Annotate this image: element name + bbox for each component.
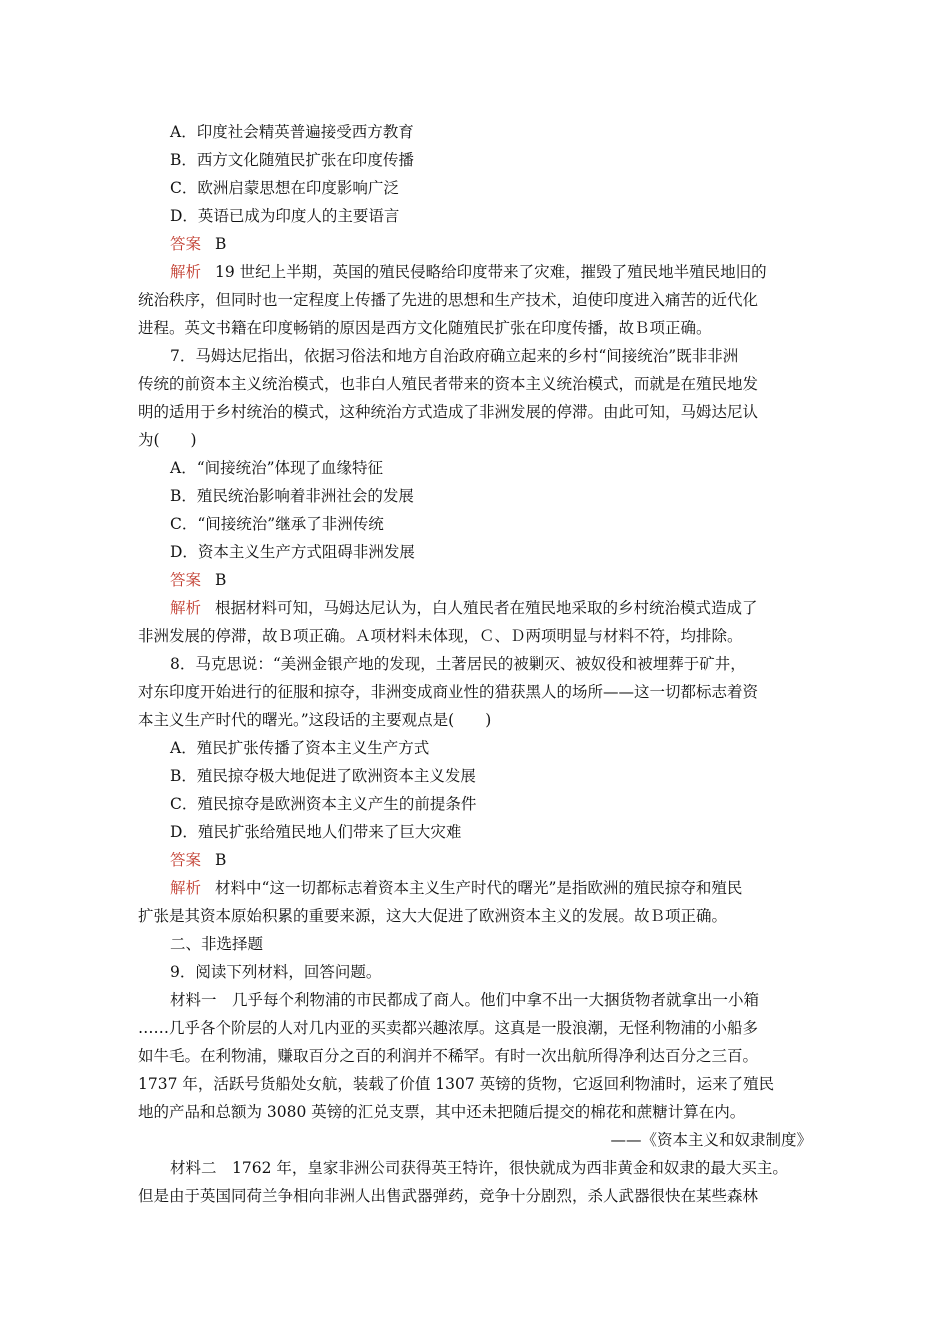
q6-analysis-line-2: 统治秩序，但同时也一定程度上传播了先进的思想和生产技术，迫使印度进入痛苦的近代化 xyxy=(138,291,759,309)
analysis-text: 材料中“这一切都标志着资本主义生产时代的曙光”是指欧洲的殖民掠夺和殖民 xyxy=(215,879,743,897)
q8-option-b: B．殖民掠夺极大地促进了欧洲资本主义发展 xyxy=(170,767,476,785)
q8-option-c: C．殖民掠夺是欧洲资本主义产生的前提条件 xyxy=(170,795,477,813)
q6-analysis-line-1 xyxy=(170,262,767,282)
answer-value: B xyxy=(215,851,227,869)
answer-label: 答案 xyxy=(170,235,202,253)
q9-stem: 9．阅读下列材料，回答问题。 xyxy=(170,963,382,981)
q6-option-d: D．英语已成为印度人的主要语言 xyxy=(170,207,400,225)
analysis-text: 19 世纪上半期，英国的殖民侵略给印度带来了灾难，摧毁了殖民地半殖民地旧的 xyxy=(215,263,767,281)
section-heading: 二、非选择题 xyxy=(170,935,264,953)
q8-analysis-line-1 xyxy=(170,878,742,898)
q7-option-b: B．殖民统治影响着非洲社会的发展 xyxy=(170,487,414,505)
answer-value: B xyxy=(215,235,227,253)
q7-answer xyxy=(170,570,226,590)
q6-option-a: A．印度社会精英普遍接受西方教育 xyxy=(170,123,414,141)
q7-option-a: A．“间接统治”体现了血缘特征 xyxy=(170,459,384,477)
analysis-label: 解析 xyxy=(170,599,202,617)
q8-stem-line-3: 本主义生产时代的曙光。”这段话的主要观点是( ) xyxy=(138,711,492,729)
material1-line-3: 如牛毛。在利物浦，赚取百分之百的利润并不稀罕。有时一次出航所得净利达百分之三百。 xyxy=(138,1047,759,1065)
q8-stem-line-1: 8．马克思说：“美洲金银产地的发现，土著居民的被剿灭、被奴役和被埋葬于矿井， xyxy=(170,655,746,673)
q7-stem-line-2: 传统的前资本主义统治模式，也非白人殖民者带来的资本主义统治模式，而就是在殖民地发 xyxy=(138,375,759,393)
material2-line-1: 材料二 1762 年，皇家非洲公司获得英王特许，很快就成为西非黄金和奴隶的最大买主。 xyxy=(170,1159,788,1177)
analysis-label: 解析 xyxy=(170,879,202,897)
q7-analysis-line-1 xyxy=(170,598,758,618)
material1-line-5: 地的产品和总额为 3080 英镑的汇兑支票，其中还未把随后提交的棉花和蔗糖计算在内。 xyxy=(138,1103,746,1121)
q6-option-b: B．西方文化随殖民扩张在印度传播 xyxy=(170,151,414,169)
q6-option-c: C．欧洲启蒙思想在印度影响广泛 xyxy=(170,179,399,197)
q7-stem-line-1: 7．马姆达尼指出，依据习俗法和地方自治政府确立起来的乡村“间接统治”既非非洲 xyxy=(170,347,739,365)
material1-line-4: 1737 年，活跃号货船处女航，装载了价值 1307 英镑的货物，它返回利物浦时，运来了殖民 xyxy=(138,1075,775,1093)
q7-stem-line-4: 为( ) xyxy=(138,431,197,449)
q7-stem-line-3: 明的适用于乡村统治的模式，这种统治方式造成了非洲发展的停滞。由此可知，马姆达尼认 xyxy=(138,403,759,421)
q8-option-d: D．殖民扩张给殖民地人们带来了巨大灾难 xyxy=(170,823,462,841)
material1-line-1: 材料一 几乎每个利物浦的市民都成了商人。他们中拿不出一大捆货物者就拿出一小箱 xyxy=(170,991,760,1009)
q8-option-a: A．殖民扩张传播了资本主义生产方式 xyxy=(170,739,430,757)
q7-option-c: C．“间接统治”继承了非洲传统 xyxy=(170,515,384,533)
q8-stem-line-2: 对东印度开始进行的征服和掠夺，非洲变成商业性的猎获黑人的场所——这一切都标志着资 xyxy=(138,683,759,701)
q7-analysis-line-2: 非洲发展的停滞，故Ｂ项正确。Ａ项材料未体现，Ｃ、Ｄ两项明显与材料不符，均排除。 xyxy=(138,627,743,645)
answer-value: B xyxy=(215,571,227,589)
answer-label: 答案 xyxy=(170,571,202,589)
q6-analysis-line-3: 进程。英文书籍在印度畅销的原因是西方文化随殖民扩张在印度传播，故Ｂ项正确。 xyxy=(138,319,712,337)
q7-option-d: D．资本主义生产方式阻碍非洲发展 xyxy=(170,543,415,561)
material1-line-2: ……几乎各个阶层的人对几内亚的买卖都兴趣浓厚。这真是一股浪潮，无怪利物浦的小船多 xyxy=(138,1019,759,1037)
material2-line-2: 但是由于英国同荷兰争相向非洲人出售武器弹药，竞争十分剧烈，杀人武器很快在某些森林 xyxy=(138,1187,759,1205)
q8-analysis-line-2: 扩张是其资本原始积累的重要来源，这大大促进了欧洲资本主义的发展。故Ｂ项正确。 xyxy=(138,907,728,925)
q8-answer xyxy=(170,850,226,870)
answer-label: 答案 xyxy=(170,851,202,869)
analysis-label: 解析 xyxy=(170,263,202,281)
analysis-text: 根据材料可知，马姆达尼认为，白人殖民者在殖民地采取的乡村统治模式造成了 xyxy=(215,599,758,617)
material1-source: ——《资本主义和奴隶制度》 xyxy=(610,1131,812,1149)
q6-answer xyxy=(170,234,226,254)
